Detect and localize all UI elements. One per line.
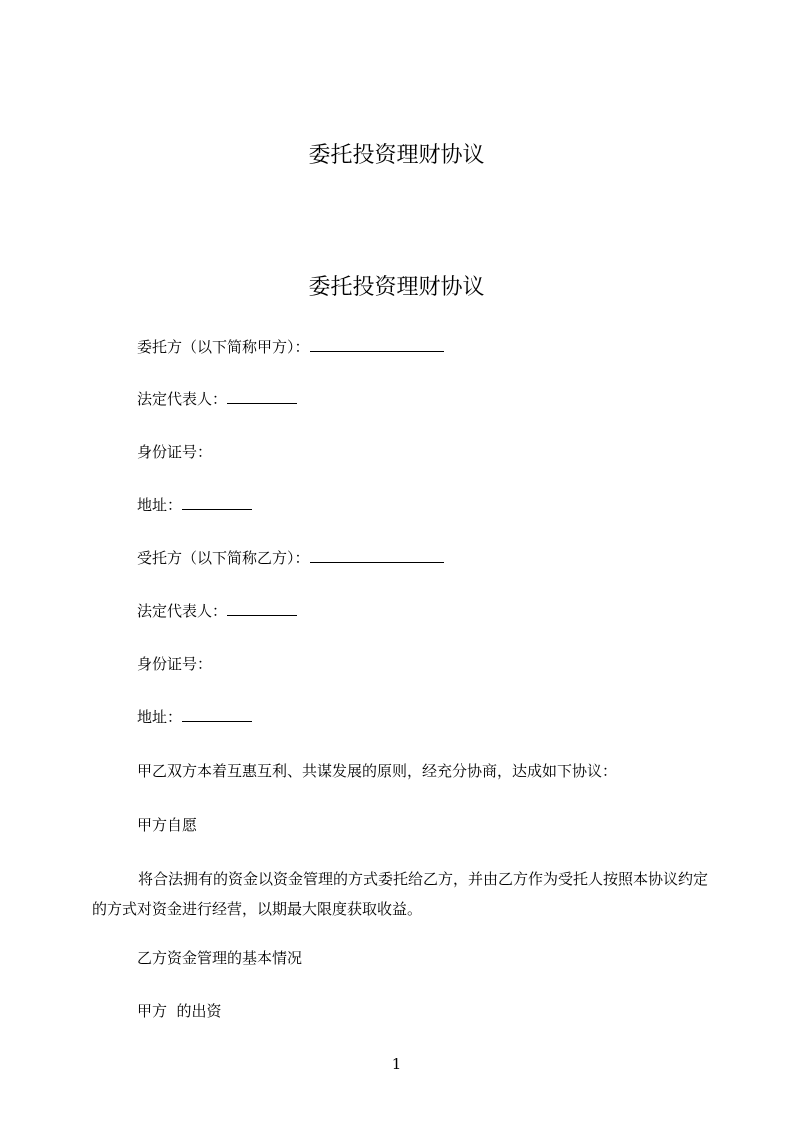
page-number: 1	[391, 1055, 402, 1073]
party-a-id-line	[137, 441, 212, 463]
party-b-id-label: 身份证号：	[137, 655, 213, 673]
party-b-blank	[310, 548, 444, 563]
party-a-label: 委托方（以下简称甲方）：	[137, 338, 310, 356]
section-1-heading: 甲方自愿	[137, 816, 198, 834]
party-a-rep-label: 法定代表人：	[137, 390, 228, 408]
document-title: 委托投资理财协议	[308, 275, 485, 300]
party-a-line	[137, 336, 444, 358]
cover-title: 委托投资理财协议	[308, 143, 485, 168]
party-a-rep-line	[137, 388, 297, 410]
party-b-address-line	[137, 706, 252, 728]
party-b-address-blank	[182, 707, 252, 722]
party-a-id-label: 身份证号：	[137, 443, 213, 461]
party-a-address-line	[137, 494, 252, 516]
party-b-rep-label: 法定代表人：	[137, 602, 228, 620]
party-a-address-label: 地址：	[137, 496, 183, 514]
section-1-body: 将合法拥有的资金以资金管理的方式委托给乙方，并由乙方作为受托人按照本协议约定的方式对资金进行经营，以期最大限度获取收益。	[92, 870, 709, 918]
party-a-blank	[310, 337, 444, 352]
preamble: 甲乙双方本着互惠互利、共谋发展的原则，经充分协商，达成如下协议：	[137, 762, 618, 780]
party-a-rep-blank	[227, 389, 297, 404]
party-b-address-label: 地址：	[137, 708, 183, 726]
party-b-label: 受托方（以下简称乙方）：	[137, 549, 310, 567]
section-3-heading: 甲方 的出资	[137, 1002, 222, 1020]
party-b-line	[137, 547, 444, 569]
party-b-rep-blank	[227, 601, 297, 616]
party-b-rep-line	[137, 600, 297, 622]
party-a-address-blank	[182, 495, 252, 510]
party-b-id-line	[137, 653, 212, 675]
section-2-heading: 乙方资金管理的基本情况	[137, 949, 303, 967]
